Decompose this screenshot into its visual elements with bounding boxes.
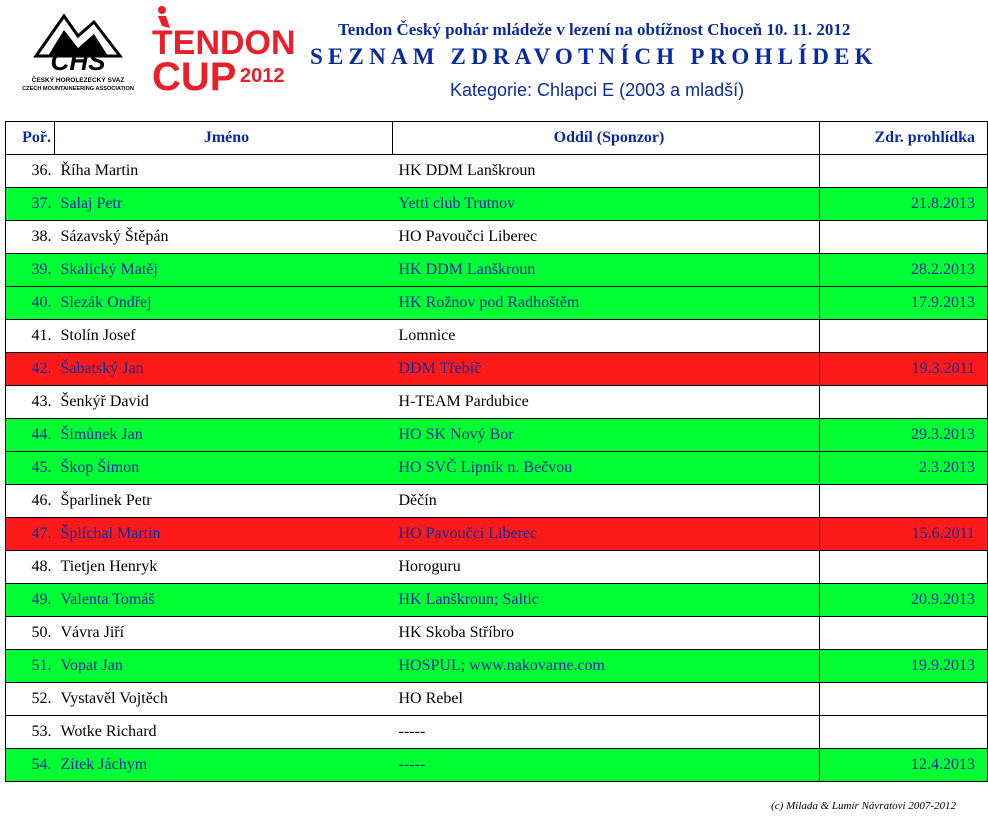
row-name: Skalický Matěj (55, 254, 393, 287)
copyright-footer: (c) Milada & Lumír Návratovi 2007-2012 (771, 800, 956, 812)
row-medical-date (820, 155, 988, 188)
row-name: Slezák Ondřej (55, 287, 393, 320)
row-club: HO Pavoučci Liberec (393, 518, 820, 551)
row-club: HK Skoba Stříbro (393, 617, 820, 650)
table-row (6, 683, 988, 716)
header-name: Jméno (55, 122, 393, 155)
tendon-cup-logo (148, 2, 296, 99)
row-medical-date: 21.8.2013 (820, 188, 988, 221)
row-number: 47. (6, 518, 55, 551)
table-row (6, 584, 988, 617)
header-club: Oddíl (Sponzor) (393, 122, 820, 155)
table-row (6, 155, 988, 188)
row-number: 53. (6, 716, 55, 749)
row-name: Šparlinek Petr (55, 485, 393, 518)
table-row (6, 749, 988, 782)
competition-title: Tendon Český pohár mládeže v lezení na obtížnost Choceň 10. 11. 2012 (338, 20, 851, 39)
table-row (6, 650, 988, 683)
row-club: HOSPUL; www.nakovarne.com (393, 650, 820, 683)
table-row (6, 452, 988, 485)
row-number: 44. (6, 419, 55, 452)
row-number: 52. (6, 683, 55, 716)
table-row (6, 287, 988, 320)
header-medical: Zdr. prohlídka (820, 122, 988, 155)
row-number: 43. (6, 386, 55, 419)
row-name: Valenta Tomáš (55, 584, 393, 617)
row-medical-date: 28.2.2013 (820, 254, 988, 287)
table-row (6, 518, 988, 551)
table-row (6, 617, 988, 650)
row-club: HO SK Nový Bor (393, 419, 820, 452)
chs-abbr: CHS (50, 46, 106, 76)
row-club: HO SVČ Lipník n. Bečvou (393, 452, 820, 485)
row-name: Salaj Petr (55, 188, 393, 221)
table-row (6, 386, 988, 419)
table-row (6, 551, 988, 584)
row-name: Šabatský Jan (55, 353, 393, 386)
row-name: Vávra Jiří (55, 617, 393, 650)
tendon-word: TENDON (152, 24, 296, 62)
row-name: Wotke Richard (55, 716, 393, 749)
table-row (6, 254, 988, 287)
row-medical-date: 17.9.2013 (820, 287, 988, 320)
row-club: Lomnice (393, 320, 820, 353)
row-club: ----- (393, 749, 820, 782)
row-name: Sázavský Štěpán (55, 221, 393, 254)
header-order: Poř. (6, 122, 55, 155)
document-subtitle: SEZNAM ZDRAVOTNÍCH PROHLÍDEK (310, 44, 878, 69)
row-name: Říha Martin (55, 155, 393, 188)
row-name: Šplíchal Martin (55, 518, 393, 551)
row-medical-date: 2.3.2013 (820, 452, 988, 485)
row-name: Vopat Jan (55, 650, 393, 683)
table-row (6, 221, 988, 254)
row-number: 40. (6, 287, 55, 320)
row-medical-date (820, 221, 988, 254)
medical-check-table (5, 121, 988, 782)
chs-line1: ČESKÝ HOROLEZECKÝ SVAZ (31, 77, 125, 84)
table-header-row (6, 122, 988, 155)
row-name: Stolín Josef (55, 320, 393, 353)
row-club: HO Pavoučci Liberec (393, 221, 820, 254)
row-club: HK Rožnov pod Radhoštěm (393, 287, 820, 320)
row-number: 42. (6, 353, 55, 386)
row-number: 51. (6, 650, 55, 683)
row-number: 37. (6, 188, 55, 221)
table-row (6, 485, 988, 518)
row-number: 41. (6, 320, 55, 353)
row-number: 54. (6, 749, 55, 782)
row-name: Šimůnek Jan (55, 419, 393, 452)
row-medical-date: 29.3.2013 (820, 419, 988, 452)
table-row (6, 353, 988, 386)
row-name: Zítek Jáchym (55, 749, 393, 782)
row-club: ----- (393, 716, 820, 749)
table-row (6, 419, 988, 452)
row-club: Horoguru (393, 551, 820, 584)
row-number: 45. (6, 452, 55, 485)
row-name: Vystavěl Vojtěch (55, 683, 393, 716)
row-medical-date (820, 617, 988, 650)
chs-logo (8, 8, 148, 92)
table-row (6, 716, 988, 749)
chs-line2: CZECH MOUNTAINEERING ASSOCIATION (22, 86, 134, 92)
row-club: HK DDM Lanškroun (393, 155, 820, 188)
row-medical-date (820, 485, 988, 518)
row-number: 39. (6, 254, 55, 287)
cup-year: 2012 (240, 65, 285, 87)
row-club: H-TEAM Pardubice (393, 386, 820, 419)
row-medical-date: 19.3.2011 (820, 353, 988, 386)
row-name: Tietjen Henryk (55, 551, 393, 584)
row-medical-date: 15.6.2011 (820, 518, 988, 551)
row-medical-date: 19.9.2013 (820, 650, 988, 683)
row-number: 50. (6, 617, 55, 650)
row-medical-date (820, 683, 988, 716)
row-club: Děčín (393, 485, 820, 518)
cup-word: CUP (152, 55, 237, 99)
row-medical-date (820, 716, 988, 749)
row-number: 46. (6, 485, 55, 518)
table-row (6, 188, 988, 221)
row-medical-date (820, 320, 988, 353)
row-name: Škop Šimon (55, 452, 393, 485)
row-club: HO Rebel (393, 683, 820, 716)
table-row (6, 320, 988, 353)
row-medical-date: 12.4.2013 (820, 749, 988, 782)
row-club: HK Lanškroun; Saltic (393, 584, 820, 617)
row-number: 48. (6, 551, 55, 584)
row-club: HK DDM Lanškroun (393, 254, 820, 287)
row-medical-date (820, 386, 988, 419)
row-club: DDM Třebíč (393, 353, 820, 386)
row-number: 49. (6, 584, 55, 617)
row-name: Šenkýř David (55, 386, 393, 419)
row-number: 38. (6, 221, 55, 254)
row-medical-date: 20.9.2013 (820, 584, 988, 617)
row-club: Yetti club Trutnov (393, 188, 820, 221)
row-number: 36. (6, 155, 55, 188)
category-label: Kategorie: Chlapci E (2003 a mladší) (450, 80, 745, 100)
row-medical-date (820, 551, 988, 584)
